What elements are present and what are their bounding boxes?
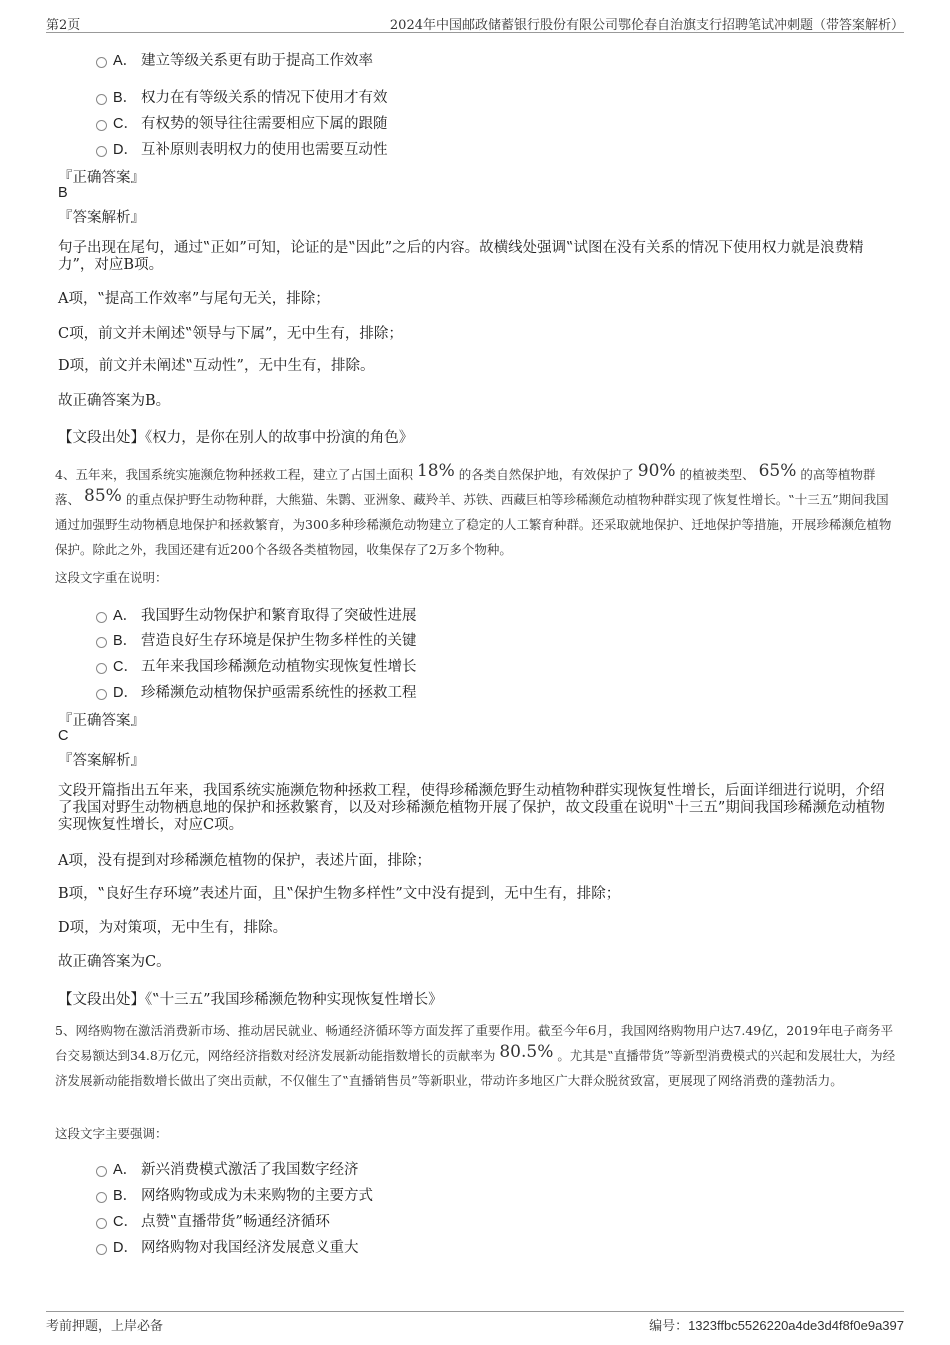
q4-option-d[interactable]: D． 珍稀濒危动植物保护亟需系统性的拯救工程 (96, 681, 417, 702)
radio-icon[interactable] (96, 689, 107, 700)
radio-icon[interactable] (96, 120, 107, 131)
analysis-paragraph: 文段开篇指出五年来，我国系统实施濒危物种拯救工程，使得珍稀濒危野生动植物种群实现恢复性增长，后面详细进行说明，介绍了我国对野生动物栖息地的保护和拯救繁育，以及对珍稀濒危植物开展了保护，故文段重在说明‟十三五”期间我国珍稀濒危动植物实现恢复性增长，对应C项。 (58, 783, 885, 833)
analysis-paragraph: A项，没有提到对珍稀濒危植物的保护，表述片面，排除； (58, 853, 431, 869)
q5-option-d[interactable]: D． 网络购物对我国经济发展意义重大 (96, 1236, 359, 1257)
analysis-paragraph: A项，‟提高工作效率”与尾句无关，排除； (58, 291, 330, 307)
question-prompt: 这段文字重在说明： (55, 570, 168, 585)
document-id: 编号：1323ffbc5526220a4de3d4f8f0e9a397 (649, 1318, 904, 1333)
source-citation: 【文段出处】《‟十三五”我国珍稀濒危物种实现恢复性增长》 (58, 992, 443, 1008)
q5-option-b[interactable]: B． 网络购物或成为未来购物的主要方式 (96, 1184, 373, 1205)
analysis-paragraph: B项，‟良好生存环境”表述片面，且‟保护生物多样性”文中没有提到，无中生有，排除； (58, 886, 621, 902)
document-title: 2024年中国邮政储蓄银行股份有限公司鄂伦春自治旗支行招聘笔试冲刺题（带答案解析） (389, 18, 904, 33)
radio-icon[interactable] (96, 1244, 107, 1255)
q4-option-c[interactable]: C． 五年来我国珍稀濒危动植物实现恢复性增长 (96, 655, 417, 676)
radio-icon[interactable] (96, 1166, 107, 1177)
answer-label: 『正确答案』 (58, 713, 145, 729)
q5-option-c[interactable]: C． 点赞‟直播带货”畅通经济循环 (96, 1210, 330, 1231)
q4-option-b[interactable]: B． 营造良好生存环境是保护生物多样性的关键 (96, 629, 417, 650)
q3-option-d[interactable]: D． 互补原则表明权力的使用也需要互动性 (96, 138, 388, 159)
radio-icon[interactable] (96, 637, 107, 648)
analysis-paragraph: D项，前文并未阐述‟互动性”，无中生有，排除。 (58, 358, 375, 374)
question-prompt: 这段文字主要强调： (55, 1126, 168, 1141)
radio-icon[interactable] (96, 1192, 107, 1203)
radio-icon[interactable] (96, 663, 107, 674)
analysis-paragraph: 故正确答案为C。 (58, 954, 171, 970)
answer-label: 『正确答案』 (58, 170, 145, 186)
analysis-paragraph: D项，为对策项，无中生有，排除。 (58, 920, 288, 936)
question-5-text: 5、网络购物在激活消费新市场、推动居民就业、畅通经济循环等方面发挥了重要作用。截至今年6月，我国网络购物用户达7.49亿，2019年电子商务平台交易额达到34.8万亿元，网络经济指数对经济发展新动能指数增长的贡献率为 80.5% 。尤其是‟直播带货”等新型消费模式的兴起和发展壮大，为经济发展新动能指数增长做出了突出贡献，不仅催生了‟直播销售员”等新职业，带动许多地区广大群众脱贫致富，更展现了网络消费的蓬勃活力。 (55, 1023, 896, 1088)
radio-icon[interactable] (96, 94, 107, 105)
radio-icon[interactable] (96, 612, 107, 623)
q3-option-c[interactable]: C． 有权势的领导往往需要相应下属的跟随 (96, 112, 388, 133)
q5-option-a[interactable]: A． 新兴消费模式激活了我国数字经济 (96, 1158, 359, 1179)
q4-option-a[interactable]: A． 我国野生动物保护和繁育取得了突破性进展 (96, 604, 417, 625)
question-4-text: 4、五年来，我国系统实施濒危物种拯救工程，建立了占国土面积 18% 的各类自然保护地，有效保护了 90% 的植被类型、 65% 的高等植物群落、 85% 的重点保护野生动物种群，大熊猫、朱鹮、亚洲象、藏羚羊、苏铁、西藏巨柏等珍稀濒危动植物种群实现了恢复性增长。‟十三五”期间我国通过加强野生动物栖息地保护和拯救繁育，为300多种珍稀濒危动物建立了稳定的人工繁育种群。还采取就地保护、迁地保护等措施，开展珍稀濒危植物保护。除此之外，我国还建有近200个各级各类植物园，收集保存了2万多个物种。 (55, 461, 892, 557)
page-footer (46, 1311, 904, 1336)
radio-icon[interactable] (96, 57, 107, 68)
analysis-label: 『答案解析』 (58, 753, 145, 769)
radio-icon[interactable] (96, 1218, 107, 1229)
source-citation: 【文段出处】《权力，是你在别人的故事中扮演的角色》 (58, 430, 414, 446)
correct-answer: C (58, 728, 69, 744)
page-header (46, 12, 904, 33)
q3-option-b[interactable]: B． 权力在有等级关系的情况下使用才有效 (96, 86, 388, 107)
analysis-paragraph: 句子出现在尾句，通过‟正如”可知，论证的是‟因此”之后的内容。故横线处强调‟试图在没有关系的情况下使用权力就是浪费精力”，对应B项。 (58, 240, 864, 273)
footer-slogan: 考前押题，上岸必备 (46, 1319, 164, 1334)
analysis-label: 『答案解析』 (58, 210, 145, 226)
page-number: 第2页 (46, 18, 81, 33)
radio-icon[interactable] (96, 146, 107, 157)
analysis-paragraph: C项，前文并未阐述‟领导与下属”，无中生有，排除； (58, 326, 403, 342)
q3-option-a[interactable]: A． 建立等级关系更有助于提高工作效率 (96, 49, 373, 70)
analysis-paragraph: 故正确答案为B。 (58, 393, 171, 409)
correct-answer: B (58, 185, 68, 201)
